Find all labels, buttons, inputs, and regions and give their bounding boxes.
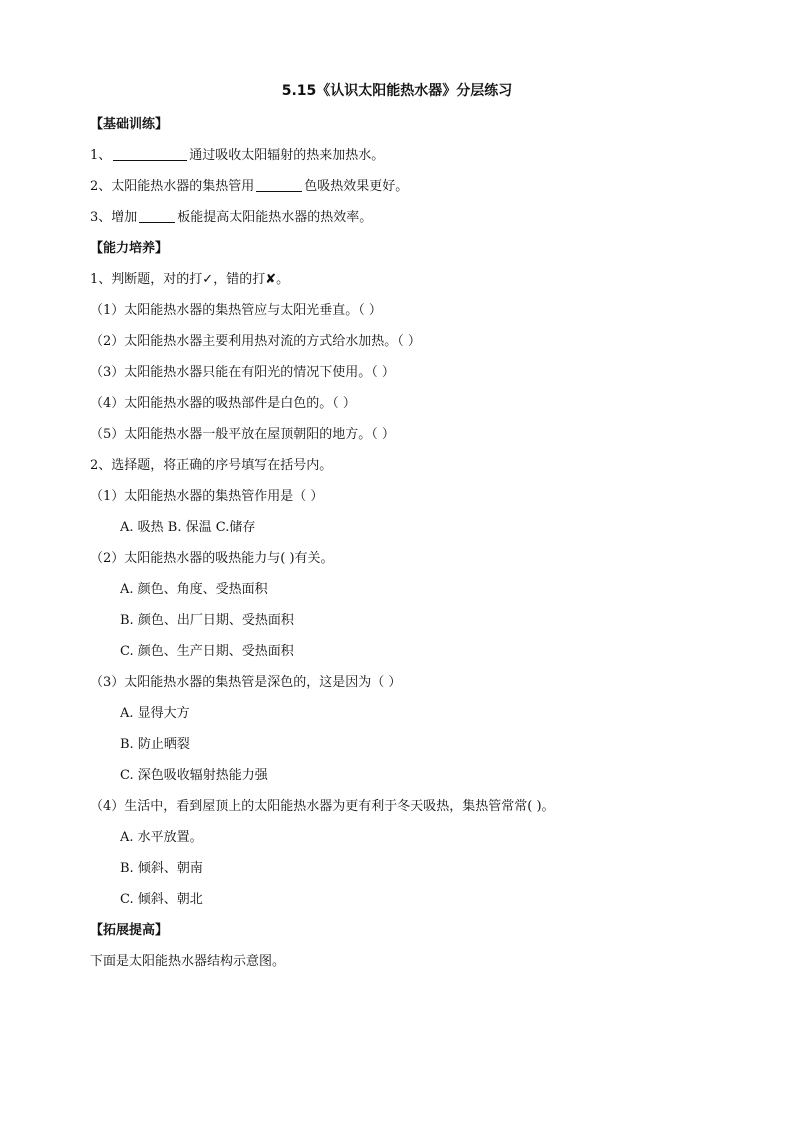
basic-q2-suffix: 色吸热效果更好。 <box>304 179 409 194</box>
check-mark-icon: ✓ <box>202 272 214 287</box>
worksheet-content <box>90 109 730 977</box>
basic-question-3 <box>90 202 730 233</box>
judge-intro <box>90 264 730 295</box>
choice-q4-option-a: A. 水平放置。 <box>120 830 203 845</box>
extend-text: 下面是太阳能热水器结构示意图。 <box>90 954 286 969</box>
choice-question-3[interactable]: （3）太阳能热水器的集热管是深色的，这是因为（ ） <box>90 675 402 690</box>
basic-q3-prefix: 3、增加 <box>90 210 138 225</box>
basic-q2-prefix: 2、太阳能热水器的集热管用 <box>90 179 255 194</box>
judge-intro-c: 。 <box>276 272 290 287</box>
choice-q4-option-c: C. 倾斜、朝北 <box>120 892 203 907</box>
basic-question-2 <box>90 171 730 202</box>
choice-question-4[interactable]: （4）生活中，看到屋顶上的太阳能热水器为更有利于冬天吸热，集热管常常( )。 <box>90 799 555 814</box>
choice-q2-option-b: B. 颜色、出厂日期、受热面积 <box>120 613 294 628</box>
choice-intro: 2、选择题，将正确的序号填写在括号内。 <box>90 458 333 473</box>
judge-intro-b: ，错的打 <box>213 272 266 287</box>
judge-item-4[interactable]: （4）太阳能热水器的吸热部件是白色的。（ ） <box>90 396 356 411</box>
basic-q1-suffix: 通过吸收太阳辐射的热来加热水。 <box>189 148 385 163</box>
judge-item-2[interactable]: （2）太阳能热水器主要利用热对流的方式给水加热。（ ） <box>90 334 421 349</box>
section-extend-heading: 【拓展提高】 <box>90 923 169 938</box>
page-title: 5.15《认识太阳能热水器》分层练习 <box>281 83 513 99</box>
section-basic-heading: 【基础训练】 <box>90 117 169 132</box>
choice-q3-option-a: A. 显得大方 <box>120 706 190 721</box>
cross-mark-icon: ✘ <box>265 272 277 287</box>
answer-blank-1[interactable] <box>113 146 187 161</box>
basic-q3-suffix: 板能提高太阳能热水器的热效率。 <box>177 210 373 225</box>
answer-blank-2[interactable] <box>256 177 302 192</box>
basic-q1-prefix: 1、 <box>90 148 112 163</box>
choice-q4-option-b: B. 倾斜、朝南 <box>120 861 203 876</box>
judge-item-5[interactable]: （5）太阳能热水器一般平放在屋顶朝阳的地方。（ ） <box>90 427 395 442</box>
choice-question-1[interactable]: （1）太阳能热水器的集热管作用是（ ） <box>90 489 324 504</box>
section-ability-heading: 【能力培养】 <box>90 241 169 256</box>
choice-q1-options: A. 吸热 B. 保温 C.储存 <box>120 520 256 535</box>
choice-q2-option-a: A. 颜色、角度、受热面积 <box>120 582 268 597</box>
judge-item-1[interactable]: （1）太阳能热水器的集热管应与太阳光垂直。（ ） <box>90 303 382 318</box>
choice-q3-option-c: C. 深色吸收辐射热能力强 <box>120 768 268 783</box>
choice-q3-option-b: B. 防止晒裂 <box>120 737 190 752</box>
judge-item-3[interactable]: （3）太阳能热水器只能在有阳光的情况下使用。（ ） <box>90 365 395 380</box>
basic-question-1 <box>90 140 730 171</box>
choice-q2-option-c: C. 颜色、生产日期、受热面积 <box>120 644 294 659</box>
choice-question-2[interactable]: （2）太阳能热水器的吸热能力与( )有关。 <box>90 551 334 566</box>
answer-blank-3[interactable] <box>139 208 175 223</box>
judge-intro-a: 1、判断题，对的打 <box>90 272 203 287</box>
